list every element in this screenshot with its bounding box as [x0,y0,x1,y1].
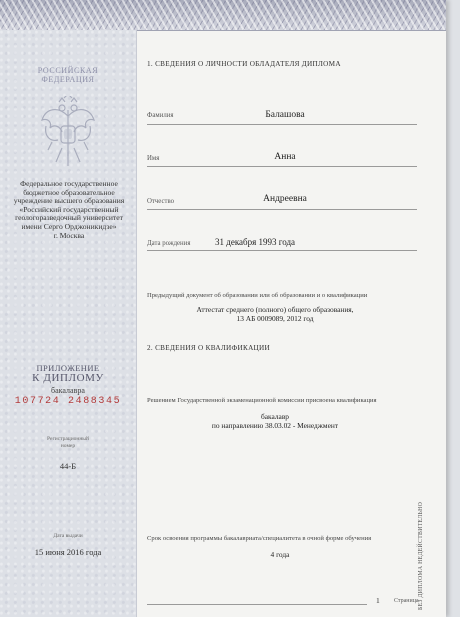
registration-number: 44-Б [59,461,77,471]
institution-line: Федеральное государственное [20,179,118,188]
double-headed-eagle-emblem-icon [40,96,96,168]
institution-line: имени Серго Орджоникидзе» [21,221,117,231]
country-line-1: РОССИЙСКАЯ [37,66,99,75]
dob-value: 31 декабря 1993 года [215,237,296,247]
surname-label: Фамилия [147,112,174,119]
page-number: 1 [376,596,380,605]
section-2-title: 2. СВЕДЕНИЯ О КВАЛИФИКАЦИИ [147,344,271,352]
issue-date: 15 июня 2016 года [34,547,102,557]
commission-text: Решением Государственной экзаменационной комиссии присвоена квалификация [147,397,377,404]
appendix-title: ПРИЛОЖЕНИЕ [36,363,100,373]
study-term-value: 4 года [270,550,290,559]
institution-line: учреждение высшего образования [13,196,125,206]
issue-date-label: Дата выдачи [53,533,83,539]
name-label: Имя [147,155,160,162]
dob-underline [147,250,417,251]
registration-label-line: Регистрационный [47,436,89,442]
page-label: Страница [394,598,419,604]
country-name [0,66,136,84]
registration-label [0,436,136,449]
footer-line [147,604,367,605]
qualification-direction: по направлению 38.03.02 - Менеджмент [211,420,339,430]
qualification-value [150,413,400,430]
previous-document-line: 13 АБ 0009089, 2012 год [236,313,314,323]
name-underline [147,166,417,167]
institution-line: геологоразведочный университет [15,213,123,223]
study-term-label: Срок освоения программы бакалавриата/специалитета в очной форме обучения [147,535,372,542]
surname-underline [147,124,417,125]
qualification: бакалавр [260,412,290,421]
serial-number: 107724 2488345 [14,396,122,407]
patronymic-underline [147,209,417,210]
institution-line: «Российский государственный [19,204,119,214]
previous-document-label: Предыдущий документ об образовании или об образовании и о квалификации [147,292,368,299]
previous-document-value [150,306,400,323]
patronymic-value: Андреевна [263,194,307,204]
surname-value: Балашова [265,110,305,120]
section-1-title: 1. СВЕДЕНИЯ О ЛИЧНОСТИ ОБЛАДАТЕЛЯ ДИПЛОМА [147,60,341,68]
country-line-2: ФЕДЕРАЦИЯ [41,75,95,84]
previous-document-line: Аттестат среднего (полного) общего образования, [196,305,354,314]
institution-line: г. Москва [53,230,85,240]
degree-level: бакалавра [51,386,85,395]
registration-label-line: номер [60,442,76,449]
guilloche-top-border [0,0,446,31]
dob-label: Дата рождения [147,240,191,247]
patronymic-label: Отчество [147,198,175,205]
name-value: Анна [274,152,296,162]
validity-side-note: БЕЗ ДИПЛОМА НЕДЕЙСТВИТЕЛЬНО [418,501,424,610]
institution-name [6,180,132,240]
institution-line: бюджетное образовательное [23,187,115,197]
appendix-subtitle: К ДИПЛОМУ [32,372,104,384]
